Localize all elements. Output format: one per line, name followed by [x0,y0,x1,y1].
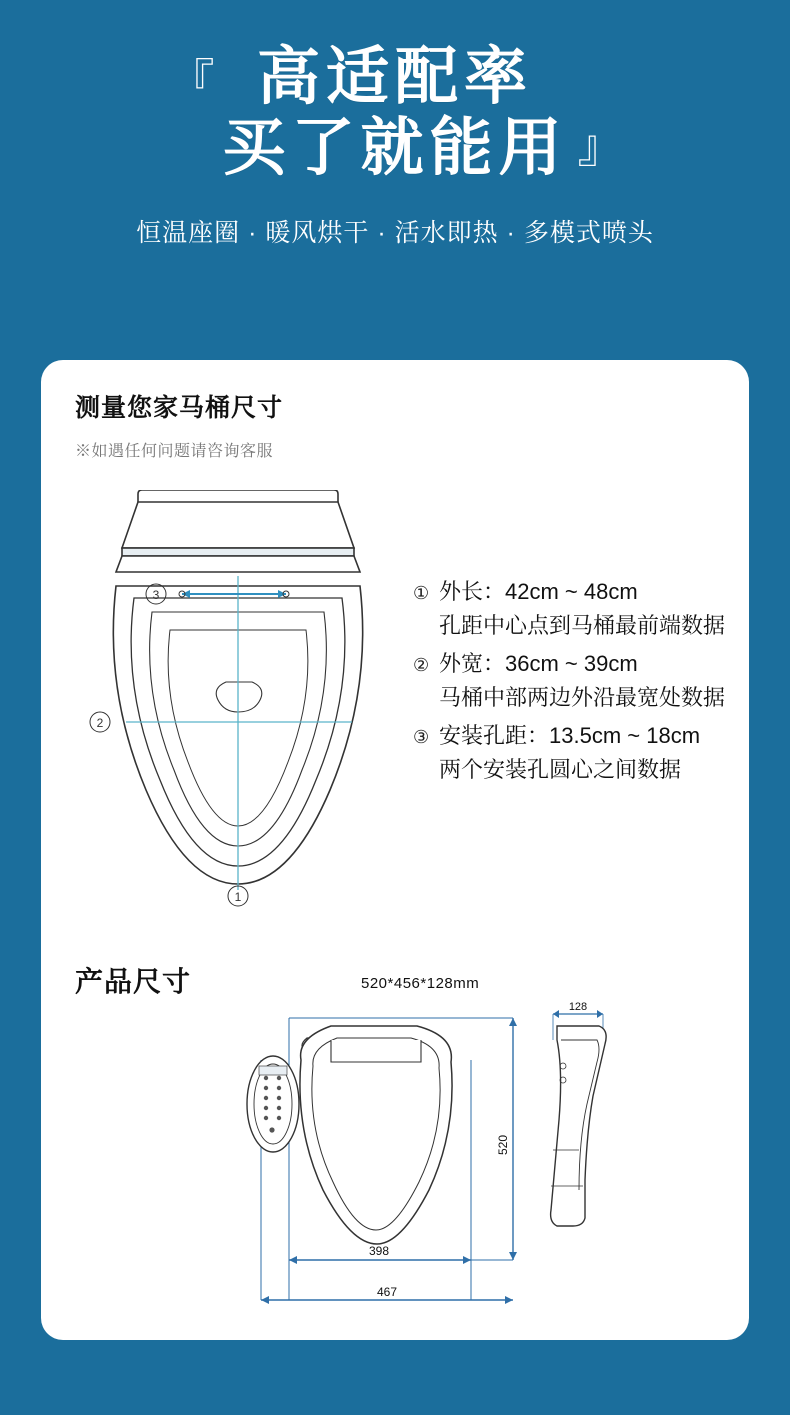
measure-label-1: 外长： [439,579,506,604]
measure-index-2: ② [413,655,430,676]
measurement-item [413,575,743,643]
measure-value-1: 42cm ~ 48cm [505,579,638,604]
section-title-product: 产品尺寸 [75,966,192,997]
measure-index-1: ① [413,583,430,603]
svg-text:1: 1 [234,890,242,904]
headline-line-2: 买了就能用 [222,112,568,183]
measure-label-3: 安装孔距： [439,723,550,749]
measure-desc-3: 两个安装孔圆心之间数据 [439,757,682,783]
svg-text:467: 467 [376,1285,398,1299]
content-card [41,360,749,1340]
measure-label-2: 外宽： [439,651,506,677]
measure-value-2: 36cm ~ 39cm [505,651,638,677]
measurement-item [413,647,743,715]
product-dimension-diagram [201,1000,681,1330]
measurement-list [413,575,743,792]
section-note: ※如遇任何问题请咨询客服 [75,443,274,460]
quote-close-icon: 』 [577,120,624,173]
svg-text:2: 2 [96,716,104,730]
svg-text:520: 520 [496,1134,510,1156]
product-overall-dimensions: 520*456*128mm [361,975,480,992]
toilet-diagram [86,490,406,910]
measure-desc-1: 孔距中心点到马桶最前端数据 [439,613,726,639]
measure-desc-2: 马桶中部两边外沿最宽处数据 [439,685,726,711]
section-title-measure: 测量您家马桶尺寸 [75,394,284,422]
svg-text:128: 128 [568,1001,588,1013]
quote-open-icon: 『 [168,55,215,107]
svg-text:3: 3 [152,588,160,602]
measure-value-3: 13.5cm ~ 18cm [549,723,701,749]
measurement-item [413,719,743,787]
headline-line-1: 高适配率 [257,42,533,112]
header-subtitle: 恒温座圈 · 暖风烘干 · 活水即热 · 多模式喷头 [136,219,654,248]
measure-index-3: ③ [413,727,430,748]
title-block [163,42,628,183]
page-header [0,0,790,249]
svg-text:398: 398 [368,1244,390,1258]
